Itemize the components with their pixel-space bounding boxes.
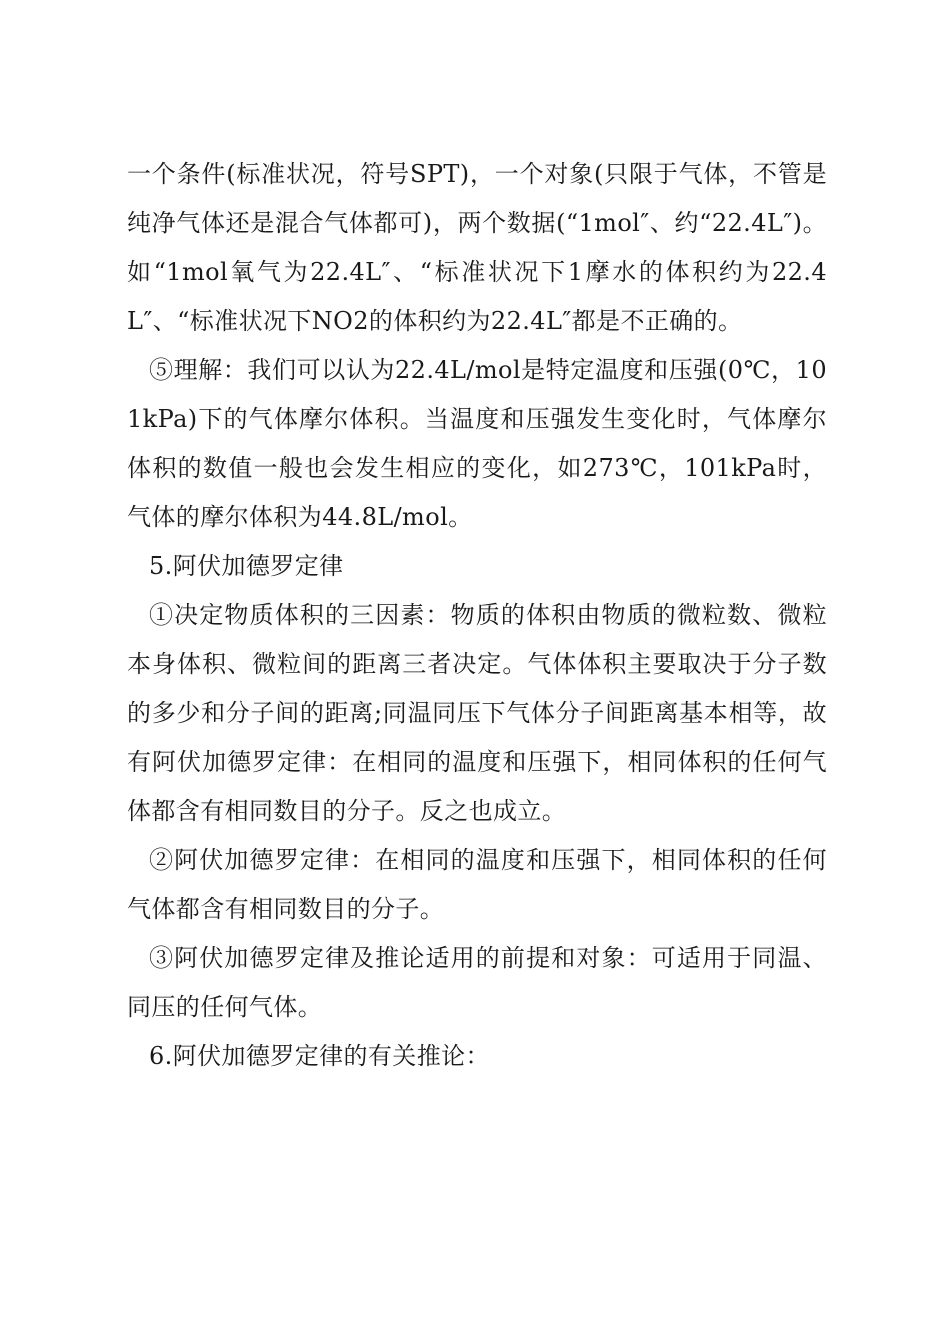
paragraph-volume-factors: ①决定物质体积的三因素：物质的体积由物质的微粒数、微粒本身体积、微粒间的距离三者决定。气体体积主要取决于分子数的多少和分子间的距离;同温同压下气体分子间距离基本相等，故有阿伏加德罗定律：在相同的温度和压强下，相同体积的任何气体都含有相同数目的分子。反之也成立。 — [127, 601, 827, 825]
section-heading-avogadro-law: 5.阿伏加德罗定律 — [149, 552, 344, 580]
paragraph-understanding: ⑤理解：我们可以认为22.4L/mol是特定温度和压强(0℃，101kPa)下的气体摩尔体积。当温度和压强发生变化时，气体摩尔体积的数值一般也会发生相应的变化，如273℃，101kPa时，气体的摩尔体积为44.8L/mol。 — [127, 356, 827, 531]
paragraph-applicability: ③阿伏加德罗定律及推论适用的前提和对象：可适用于同温、同压的任何气体。 — [127, 944, 827, 1021]
paragraph-avogadro-law-statement: ②阿伏加德罗定律：在相同的温度和压强下，相同体积的任何气体都含有相同数目的分子。 — [127, 846, 827, 923]
section-heading-avogadro-inferences: 6.阿伏加德罗定律的有关推论： — [149, 1042, 490, 1070]
paragraph-molar-volume-conditions: 一个条件(标准状况，符号SPT)，一个对象(只限于气体，不管是纯净气体还是混合气体都可)，两个数据(“1mol″、约“22.4L″)。如“1mol氧气为22.4L″、“标准状况下1摩水的体积约为22.4L″、“标准状况下NO2的体积约为22.4L″都是不正确的。 — [127, 160, 827, 335]
document-body — [127, 150, 827, 1081]
